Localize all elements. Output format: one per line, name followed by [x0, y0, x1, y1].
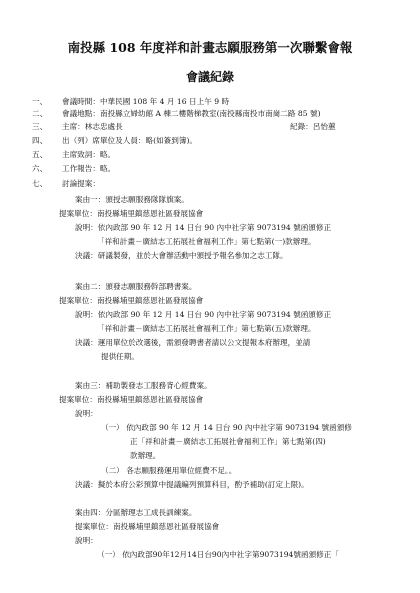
case3-sub1: （一） 依內政部 90 年 12 月 14 日台 90 內中社字第 9073194 號函頒修: [101, 423, 352, 432]
item-text: 會議地點：南投縣立婦幼館 A 棟二樓階梯教室(南投縣南投市南崗二路 85 號): [62, 109, 321, 118]
item-number: 四、: [32, 136, 48, 145]
case3-sub1-cont: 正「祥和計畫－廣結志工拓展社會福利工作」第七點第(四): [130, 437, 326, 446]
case2-resolution-cont: 提供任期。: [101, 352, 139, 361]
item-text: 工作報告：略。: [62, 164, 116, 173]
case3-desc-label: 說明：: [75, 409, 98, 418]
case2-resolution: 決議：運用單位於改選後，需頒發聘書者請以公文提報本府辦理，並請: [75, 338, 311, 347]
case4-desc-label: 說明：: [75, 536, 98, 545]
case4-unit: 提案單位：南投縣埔里鎮慈恩社區發展協會: [75, 522, 220, 531]
item-number: 五、: [32, 150, 48, 159]
item-text: 主席：林志忠處長: [62, 122, 123, 131]
item-text: 會議時間：中華民國 108 年 4 月 16 日上午 9 時: [62, 97, 230, 106]
case2-unit: 提案單位：南投縣埔里鎮慈恩社區發展協會: [59, 296, 204, 305]
case3-sub2: （二） 各志願服務運用單位經費不足。。: [101, 466, 237, 475]
case1-head: 案由一：頒授志願服務隊隊旗案。: [75, 195, 189, 204]
item-number: 三、: [32, 122, 48, 131]
item-number: 一、: [32, 97, 48, 106]
item-number: 六、: [32, 164, 48, 173]
case1-resolution: 決議：研議製發，並於大會辦活動中頒授予報名參加之志工隊。: [75, 251, 288, 260]
item-text: 出（列）席單位及人員：略(如簽到簿)。: [62, 136, 198, 145]
case4-head: 案由四：分區辦理志工成長訓練案。: [75, 508, 197, 517]
item-text: 主席致詞：略。: [62, 150, 116, 159]
case2-desc-cont: 「祥和計畫－廣結志工拓展社會福利工作」第七點第(五)款辦理。: [97, 324, 316, 333]
document-subtitle: 會議紀錄: [185, 70, 234, 84]
case3-head: 案由三：補助製發志工服務背心經費案。: [75, 381, 212, 390]
case2-head: 案由二：頒發志願服務幹部聘書案。: [75, 282, 197, 291]
case1-desc: 說明：依內政部 90 年 12 月 14 日台 90 內中社字第 9073194 號函頒修正: [75, 223, 332, 232]
case3-resolution: 決議：擬於本府公彩預算中提議編列預算科目，酌予補助(訂定上限)。: [75, 480, 309, 489]
case2-desc: 說明：依內政部 90 年 12 月 14 日台 90 內中社字第 9073194 號函頒修正: [75, 310, 332, 319]
recorder-text: 紀錄：呂怡蕙: [290, 122, 336, 131]
item-number: 七、: [32, 179, 48, 188]
case1-unit: 提案單位：南投縣埔里鎮慈恩社區發展協會: [59, 209, 204, 218]
case1-desc-cont: 「祥和計畫－廣結志工拓展社會福利工作」第七點第(一)款辦理。: [97, 237, 316, 246]
case4-sub1: （一） 依內政部90年12月14日台90內中社字第9073194號函頒修正「: [97, 550, 339, 559]
case3-sub1-end: 款辦理。: [130, 451, 161, 460]
document-title: 南投縣 108 年度祥和計畫志願服務第一次聯繫會報: [67, 40, 353, 55]
case3-unit: 提案單位：南投縣埔里鎮慈恩社區發展協會: [59, 395, 204, 404]
item-text: 討論提案：: [62, 179, 100, 188]
item-number: 二、: [32, 109, 48, 118]
